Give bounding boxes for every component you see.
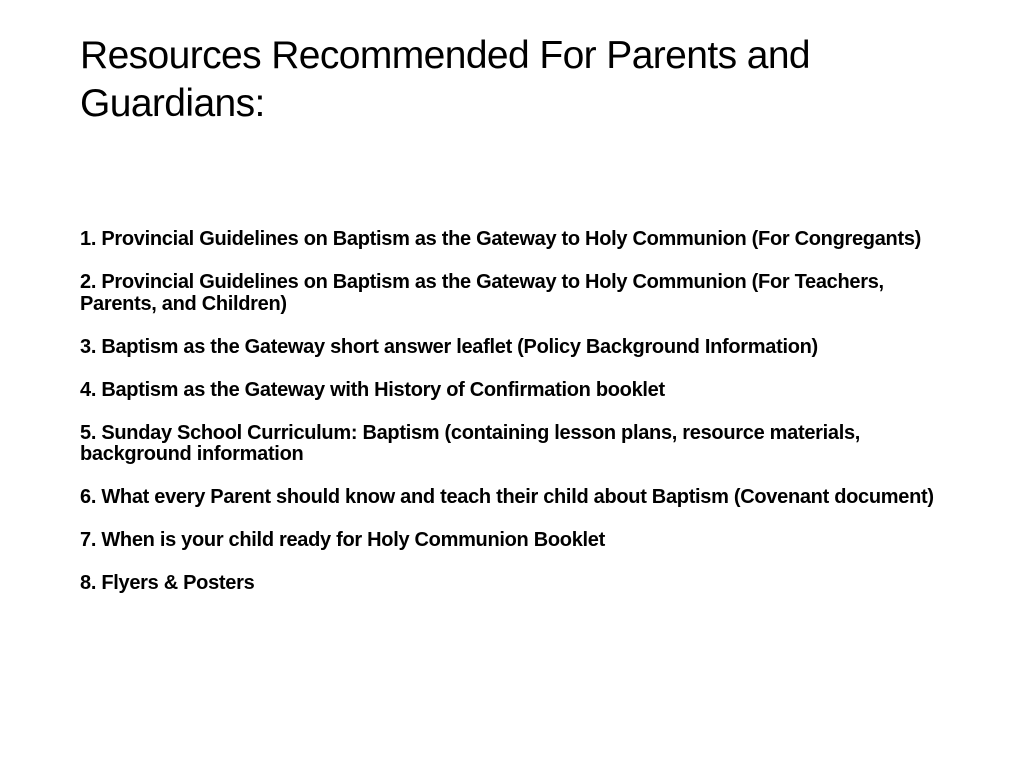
slide-title: Resources Recommended For Parents and Guardians: <box>80 34 810 125</box>
resource-item-7: 7. When is your child ready for Holy Communion Booklet <box>80 529 605 551</box>
resource-item-2: 2. Provincial Guidelines on Baptism as the Gateway to Holy Communion (For Teachers, Parents, and Children) <box>80 271 884 315</box>
resource-item-5: 5. Sunday School Curriculum: Baptism (containing lesson plans, resource materials, background information <box>80 421 861 465</box>
resource-item-3: 3. Baptism as the Gateway short answer leaflet (Policy Background Information) <box>80 335 818 358</box>
resource-item-4: 4. Baptism as the Gateway with History of Confirmation booklet <box>80 378 665 401</box>
resource-item-6: 6. What every Parent should know and teach their child about Baptism (Covenant document) <box>80 486 934 508</box>
resource-item-1: 1. Provincial Guidelines on Baptism as the Gateway to Holy Communion (For Congregants) <box>80 228 921 250</box>
resource-list <box>80 229 950 616</box>
resource-item-8: 8. Flyers & Posters <box>80 572 255 594</box>
